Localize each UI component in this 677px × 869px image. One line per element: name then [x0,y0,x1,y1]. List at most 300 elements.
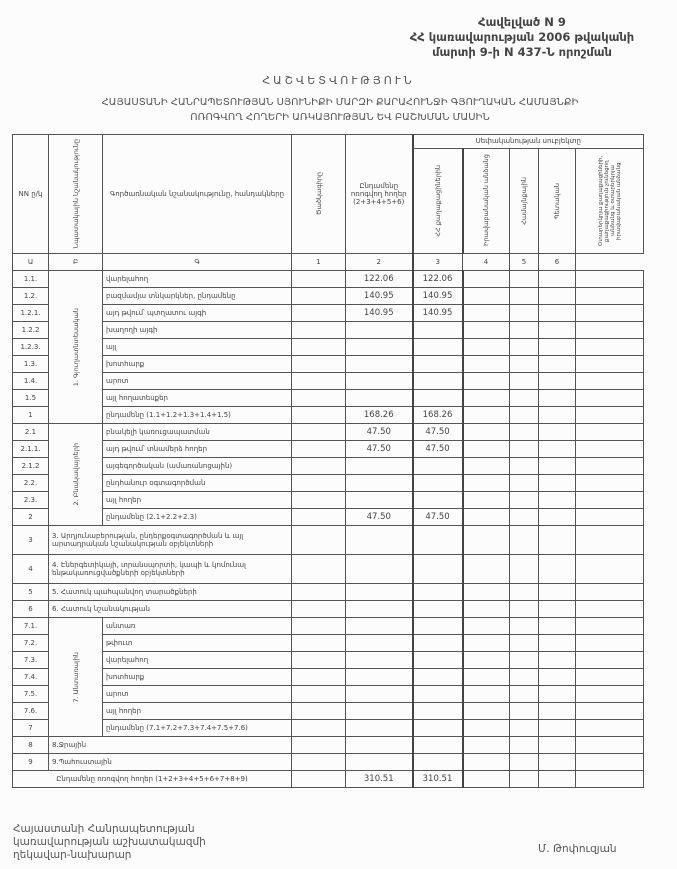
total-value: 47.50 [346,424,413,441]
signatory-name: Մ. Թոփուզյան [538,843,617,855]
area-code-cell [292,441,346,458]
empty-cell [463,509,510,526]
table-row [13,322,644,339]
citizens-value [413,555,463,584]
index-cell: 6 [539,254,576,271]
empty-cell [576,424,644,441]
total-value [346,526,413,555]
area-code-cell [292,475,346,492]
row-number: 1.1. [13,271,49,288]
total-value [346,390,413,407]
empty-cell [463,601,510,618]
row-name: ընդամենը (2.1+2.2+2.3) [103,509,292,526]
area-code-cell [292,288,346,305]
empty-cell [510,424,539,441]
empty-cell [539,407,576,424]
citizens-value [413,635,463,652]
empty-cell [510,669,539,686]
row-name: ընդամենը (7.1+7.2+7.3+7.4+7.5+7.6) [103,720,292,737]
citizens-value: 140.95 [413,305,463,322]
empty-cell [463,584,510,601]
header-col3: Իրավաբանական անձանց [463,148,510,253]
total-value [346,618,413,635]
row-name: ընդհանուր օգտագործման [103,475,292,492]
empty-cell [576,635,644,652]
signatory-line1: Հայաստանի Հանրապետության [13,823,195,835]
table-row [13,305,644,322]
empty-cell [510,407,539,424]
area-code-cell [292,720,346,737]
area-code-cell [292,322,346,339]
empty-cell [463,555,510,584]
area-code-cell [292,771,346,788]
empty-cell [539,305,576,322]
empty-cell [576,703,644,720]
table-row [13,390,644,407]
row-name: խաղողի այգի [103,322,292,339]
empty-cell [510,584,539,601]
empty-cell [463,669,510,686]
row-number: 2.1.2 [13,458,49,475]
citizens-value [413,720,463,737]
empty-cell [510,618,539,635]
total-value: 140.95 [346,305,413,322]
citizens-value [413,526,463,555]
area-code-cell [292,390,346,407]
empty-cell [576,618,644,635]
empty-cell [539,492,576,509]
row-name: արոտ [103,686,292,703]
citizens-value [413,492,463,509]
total-value [346,754,413,771]
citizens-value [413,686,463,703]
empty-cell [539,669,576,686]
empty-cell [576,305,644,322]
row-name: բնակելի կառուցապատման [103,424,292,441]
empty-cell [510,737,539,754]
index-row [13,254,644,271]
total-value: 47.50 [346,441,413,458]
empty-cell [539,584,576,601]
row-name: այգեգործական (ամառանոցային) [103,458,292,475]
total-value: 122.06 [346,271,413,288]
empty-cell [510,703,539,720]
table-row [13,407,644,424]
empty-cell [510,652,539,669]
empty-cell [539,509,576,526]
row-number: 7.6. [13,703,49,720]
table-row [13,458,644,475]
header-col6: Օտարերկրյա քաղաքացիների, քաղաքացիություն չունեցող անձանց և օտարերկրյա իրավաբանական անձանց [576,148,644,253]
citizens-value [413,754,463,771]
total-value [346,322,413,339]
citizens-value: 47.50 [413,441,463,458]
signatory-title [13,823,206,862]
row-number: 1.2.1. [13,305,49,322]
total-value [346,669,413,686]
header-col5: Պետական [539,148,576,253]
empty-cell [539,652,576,669]
empty-cell [576,271,644,288]
grand-total-citizens: 310.51 [413,771,463,788]
row-name: 4. Էներգետիկայի, տրանսպորտի, կապի և կոմունալ ենթակառուցվածքների օբյեկտների [49,555,292,584]
empty-cell [576,322,644,339]
index-cell: Ա [13,254,49,271]
row-number: 1.2. [13,288,49,305]
row-name: բազմամյա տնկարկներ, ընդամենը [103,288,292,305]
empty-cell [463,305,510,322]
empty-cell [576,526,644,555]
citizens-value: 47.50 [413,424,463,441]
row-number: 1.5 [13,390,49,407]
area-code-cell [292,703,346,720]
table-row [13,441,644,458]
row-name: խոտհարք [103,669,292,686]
empty-cell [510,373,539,390]
empty-cell [510,635,539,652]
empty-cell [463,424,510,441]
row-number: 2.3. [13,492,49,509]
table-row [13,635,644,652]
empty-cell [510,601,539,618]
empty-cell [576,584,644,601]
citizens-value [413,322,463,339]
signatory-line3: ղեկավար-նախարար [13,849,132,861]
empty-cell [539,475,576,492]
citizens-value [413,618,463,635]
empty-cell [510,441,539,458]
area-code-cell [292,618,346,635]
index-cell: 2 [346,254,413,271]
empty-cell [510,339,539,356]
empty-cell [539,635,576,652]
index-cell: Բ [49,254,103,271]
row-name: այլ հողեր [103,492,292,509]
empty-cell [463,373,510,390]
table-row [13,356,644,373]
row-name: ընդամենը (1.1+1.2+1.3+1.4+1.5) [103,407,292,424]
empty-cell [539,618,576,635]
empty-cell [463,271,510,288]
area-code-cell [292,271,346,288]
total-value [346,475,413,492]
row-name: 5. Հատուկ պահպանվող տարածքների [49,584,292,601]
table-row [13,669,644,686]
empty-cell [539,601,576,618]
row-name: վարելահող [103,652,292,669]
empty-cell [463,458,510,475]
table-row [13,584,644,601]
row-name: այլ հողեր [103,703,292,720]
appendix-line2: ՀՀ կառավարության 2006 թվականի [409,30,635,44]
document-title: ՀԱՇՎԵՏՎՈՒԹՅՈՒՆ [262,74,415,87]
empty-cell [463,390,510,407]
row-number: 1 [13,407,49,424]
table-row [13,555,644,584]
row-number: 2.1.1. [13,441,49,458]
index-cell: Գ [103,254,292,271]
empty-cell [463,635,510,652]
area-code-cell [292,737,346,754]
empty-cell [576,441,644,458]
table-row [13,509,644,526]
total-value [346,339,413,356]
row-name: այդ թվում՝ տնամերձ հողեր [103,441,292,458]
area-code-cell [292,601,346,618]
empty-cell [510,686,539,703]
empty-cell [510,509,539,526]
empty-cell [510,322,539,339]
empty-cell [576,754,644,771]
total-value [346,458,413,475]
group-label-cell [49,271,103,424]
empty-cell [576,475,644,492]
appendix-header [407,15,637,60]
document-subtitle [40,95,640,125]
table-row [13,339,644,356]
row-number: 7 [13,720,49,737]
header-category: Նպատակային նշանակությունը [49,135,103,254]
citizens-value: 140.95 [413,288,463,305]
total-value: 140.95 [346,288,413,305]
empty-cell [510,458,539,475]
row-name: վարելահող [103,271,292,288]
row-name: այլ հողատեսքեր [103,390,292,407]
total-value [346,492,413,509]
empty-cell [463,339,510,356]
row-number: 3 [13,526,49,555]
group-label-cell [49,618,103,737]
empty-cell [463,475,510,492]
empty-cell [539,322,576,339]
empty-cell [576,356,644,373]
empty-cell [510,305,539,322]
table-row [13,288,644,305]
empty-cell [539,686,576,703]
header-total: Ընդամենը ոռոգվող հողեր (2+3+4+5+6) [346,135,413,254]
subtitle-line2: ՈՌՈԳՎՈՂ ՀՈՂԵՐԻ ԱՌԿԱՅՈՒԹՅԱՆ ԵՎ ԲԱՇԽՄԱՆ ՄԱՍԻՆ [190,112,490,123]
total-value [346,635,413,652]
total-value: 47.50 [346,509,413,526]
row-number: 7.1. [13,618,49,635]
citizens-value [413,390,463,407]
total-value [346,373,413,390]
row-number: 1.2.3. [13,339,49,356]
empty-cell [539,703,576,720]
total-value [346,601,413,618]
citizens-value [413,584,463,601]
empty-cell [510,720,539,737]
empty-cell [539,424,576,441]
empty-cell [463,322,510,339]
empty-cell [576,686,644,703]
empty-cell [510,288,539,305]
total-value [346,356,413,373]
citizens-value [413,373,463,390]
citizens-value: 47.50 [413,509,463,526]
area-code-cell [292,555,346,584]
row-name: թփուտ [103,635,292,652]
row-number: 1.3. [13,356,49,373]
empty-cell [463,356,510,373]
table-row [13,475,644,492]
table-row [13,686,644,703]
row-number: 8 [13,737,49,754]
header-usage: Գործառնական նշանակությունը, հանդակները [103,135,292,254]
appendix-line1: Հավելված N 9 [478,15,566,29]
area-code-cell [292,669,346,686]
empty-cell [576,720,644,737]
empty-cell [510,356,539,373]
empty-cell [576,509,644,526]
grand-total-row [13,771,644,788]
row-number: 2.1 [13,424,49,441]
row-number: 1.2.2 [13,322,49,339]
total-value [346,720,413,737]
citizens-value [413,356,463,373]
row-number: 5 [13,584,49,601]
index-cell: 3 [413,254,463,271]
total-value [346,652,413,669]
empty-cell [539,271,576,288]
empty-cell [576,669,644,686]
total-value: 168.26 [346,407,413,424]
group-label: 7. Անտառային [71,651,80,703]
empty-cell [463,771,510,788]
row-name: 6. Հատուկ նշանակության [49,601,292,618]
empty-cell [576,458,644,475]
empty-cell [539,288,576,305]
row-number: 7.2. [13,635,49,652]
area-code-cell [292,305,346,322]
citizens-value [413,703,463,720]
index-cell: 4 [463,254,510,271]
citizens-value [413,652,463,669]
empty-cell [510,271,539,288]
empty-cell [539,754,576,771]
empty-cell [463,618,510,635]
area-code-cell [292,339,346,356]
empty-cell [463,720,510,737]
empty-cell [539,526,576,555]
table-row [13,492,644,509]
total-value [346,703,413,720]
empty-cell [510,492,539,509]
citizens-value: 168.26 [413,407,463,424]
table-row [13,652,644,669]
row-name: 9.Պահուստային [49,754,292,771]
empty-cell [463,288,510,305]
citizens-value [413,475,463,492]
area-code-cell [292,635,346,652]
header-col4: Համայնքային [510,148,539,253]
citizens-value [413,458,463,475]
empty-cell [539,441,576,458]
row-number: 2.2. [13,475,49,492]
empty-cell [510,771,539,788]
area-code-cell [292,754,346,771]
area-code-cell [292,686,346,703]
grand-total-label: Ընդամենը ոռոգվող հողեր (1+2+3+4+5+6+7+8+9) [13,771,292,788]
citizens-value [413,737,463,754]
empty-cell [510,555,539,584]
area-code-cell [292,526,346,555]
empty-cell [576,737,644,754]
row-number: 7.5. [13,686,49,703]
table-row [13,720,644,737]
row-number: 7.3. [13,652,49,669]
empty-cell [510,754,539,771]
total-value [346,686,413,703]
index-cell: 1 [292,254,346,271]
empty-cell [576,390,644,407]
row-number: 7.4. [13,669,49,686]
row-number: 2 [13,509,49,526]
header-ownership-group: Սեփականության սուբյեկտը [413,135,644,149]
empty-cell [576,407,644,424]
area-code-cell [292,492,346,509]
total-value [346,555,413,584]
table-row [13,601,644,618]
empty-cell [463,703,510,720]
row-number: 4 [13,555,49,584]
row-name: 8.Ջրային [49,737,292,754]
row-number: 9 [13,754,49,771]
empty-cell [539,356,576,373]
area-code-cell [292,509,346,526]
table-row [13,424,644,441]
citizens-value [413,339,463,356]
empty-cell [463,407,510,424]
row-number: 1.4. [13,373,49,390]
table-row [13,754,644,771]
empty-cell [463,652,510,669]
empty-cell [463,686,510,703]
area-code-cell [292,373,346,390]
land-report-table [12,134,644,788]
empty-cell [576,288,644,305]
empty-cell [463,441,510,458]
table-row [13,618,644,635]
area-code-cell [292,424,346,441]
table-row [13,703,644,720]
area-code-cell [292,458,346,475]
empty-cell [463,737,510,754]
empty-cell [539,373,576,390]
row-number: 6 [13,601,49,618]
empty-cell [539,737,576,754]
row-name: 3. Արդյունաբերության, ընդերքօգտագործման և այլ արտադրական նշանակության օբյեկտների [49,526,292,555]
empty-cell [576,492,644,509]
empty-cell [539,771,576,788]
empty-cell [510,390,539,407]
empty-cell [576,771,644,788]
empty-cell [539,555,576,584]
row-name: արոտ [103,373,292,390]
empty-cell [539,390,576,407]
citizens-value [413,669,463,686]
empty-cell [576,601,644,618]
total-value [346,737,413,754]
index-cell: 5 [510,254,539,271]
group-label: 1. Գյուղատնտեսական [71,307,80,387]
subtitle-line1: ՀԱՅԱՍՏԱՆԻ ՀԱՆՐԱՊԵՏՈՒԹՅԱՆ ՍՅՈՒՆԻՔԻ ՄԱՐԶԻ ՔԱՐԱՀՈՒՆՋԻ ԳՅՈՒՂԱԿԱՆ ՀԱՄԱՅՆՔԻ [101,97,579,108]
table-row [13,526,644,555]
table-row [13,373,644,390]
grand-total-value: 310.51 [346,771,413,788]
citizens-value [413,601,463,618]
empty-cell [576,373,644,390]
